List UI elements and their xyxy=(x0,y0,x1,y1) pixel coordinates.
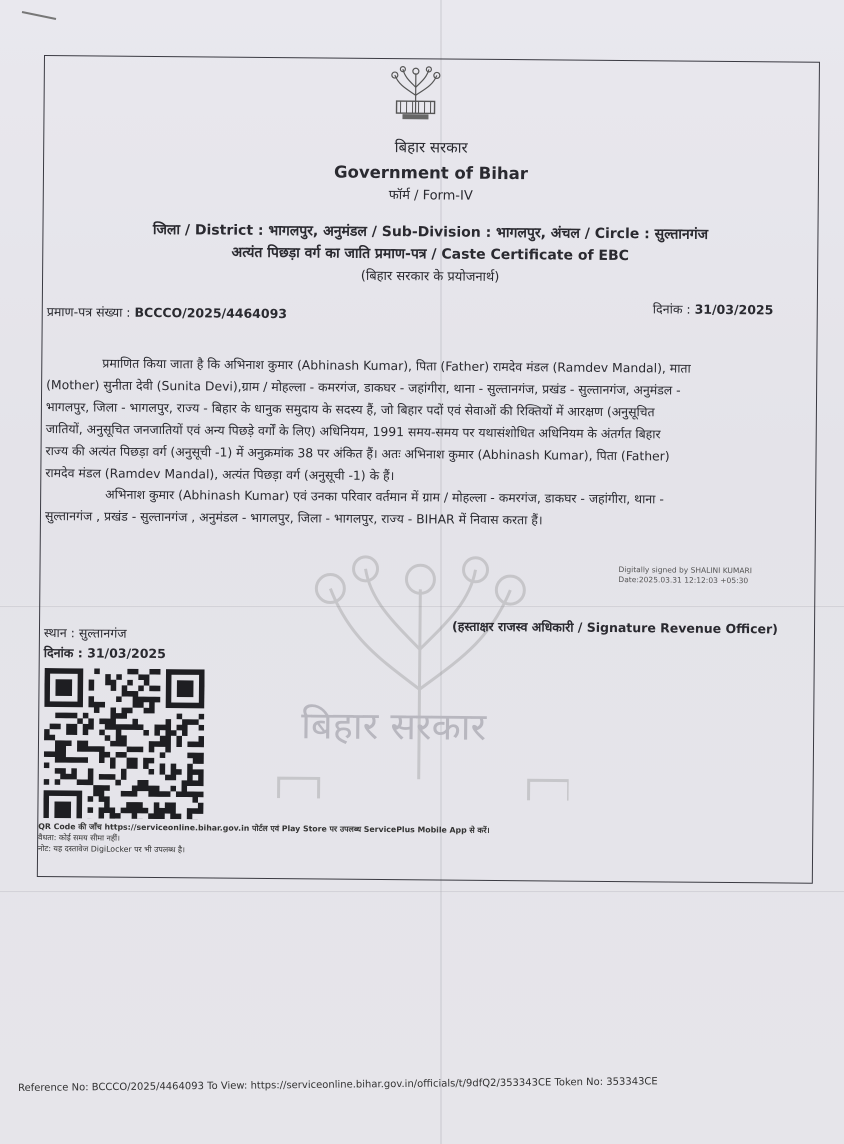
watermark-text: बिहार सरकार xyxy=(300,703,487,749)
certificate-number-label: प्रमाण-पत्र संख्या : xyxy=(46,304,131,320)
place-label: स्थान : xyxy=(43,625,75,641)
issue-date-label: दिनांक : xyxy=(652,301,691,317)
bottom-date xyxy=(44,644,166,662)
body-line-6: रामदेव मंडल (Ramdev Mandal), अत्यंत पिछड़ा वर्ग (अनुसूची -1) के हैं। xyxy=(45,465,395,484)
body-line-2: (Mother) सुनीता देवी (Sunita Devi),ग्राम / मोहल्ला - कमरगंज, डाकघर - जहांगीरा, थाना - सुल्तानगंज, प्रखंड - सुल्तानगंज, अनुमंडल - xyxy=(46,377,681,398)
bottom-date-value: 31/03/2025 xyxy=(87,645,166,662)
certificate-frame xyxy=(37,55,820,884)
issue-date-value: 31/03/2025 xyxy=(694,301,774,318)
body-line-1: प्रमाणित किया जाता है कि अभिनाश कुमार (Abhinash Kumar), पिता (Father) रामदेव मंडल (Ramdev Mandal), माता xyxy=(102,355,691,376)
issue-date xyxy=(653,300,774,318)
residence-line-2: सुल्तानगंज , प्रखंड - सुल्तानगंज , अनुमंडल - भागलपुर, जिला - भागलपुर, राज्य - BIHAR में निवास करता हैं। xyxy=(44,508,543,528)
watermark-emblem-icon xyxy=(269,548,571,801)
place-value: सुल्तानगंज xyxy=(78,625,127,641)
certificate-title: अत्यंत पिछड़ा वर्ग का जाति प्रमाण-पत्र / Caste Certificate of EBC xyxy=(231,244,630,265)
pen-mark xyxy=(20,8,60,22)
body-line-4: जातियों, अनुसूचित जनजातियों एवं अन्य पिछड़े वर्गों के लिए) अधिनियम, 1991 समय-समय पर यथासंशोधित अधिनियम के अंतर्गत बिहार xyxy=(45,421,661,442)
body-line-3: भागलपुर, जिला - भागलपुर, राज्य - बिहार के धानुक समुदाय के सदस्य हैं, जो बिहार पदों एवं सेवाओं की रिक्तियों में आरक्षण (अनुसूचित xyxy=(45,399,655,420)
footer-notes xyxy=(38,821,490,858)
district-line: जिला / District : भागलपुर, अनुमंडल / Sub-Division : भागलपुर, अंचल / Circle : सुल्तानगंज xyxy=(152,221,709,243)
reference-line: Reference No: BCCCO/2025/4464093 To View: https://serviceonline.bihar.gov.in/officials/t/9dfQ2/353343CE Token No: 353343CE xyxy=(18,1076,658,1094)
body-line-5: राज्य की अत्यंत पिछड़ा वर्ग (अनुसूची -1) में अनुक्रमांक 38 पर अंकित हैं। अतः अभिनाश कुमार (Abhinash Kumar), पिता (Father) xyxy=(45,443,670,464)
bottom-date-label: दिनांक : xyxy=(43,645,83,661)
certificate-number xyxy=(47,303,287,322)
purpose-line: (बिहार सरकार के प्रयोजनार्थ) xyxy=(360,268,500,285)
form-number: फॉर्म / Form-IV xyxy=(388,188,473,204)
govt-hindi-title: बिहार सरकार xyxy=(394,138,468,157)
place xyxy=(44,624,127,642)
residence-paragraph xyxy=(45,483,799,540)
certificate-number-value: BCCCO/2025/4464093 xyxy=(134,304,288,322)
footer-note-validity: वैधता: कोई समय सीमा नहीं। xyxy=(38,832,121,843)
signature-label: (हस्ताक्षर राजस्व अधिकारी / Signature Revenue Officer) xyxy=(451,618,778,637)
govt-english-title: Government of Bihar xyxy=(333,162,529,184)
paper-fold-bottom xyxy=(0,890,844,893)
footer-note-digilocker: नोट: यह दस्तावेज DigiLocker पर भी उपलब्ध है। xyxy=(38,843,186,855)
footer-note-qr: QR Code की जाँच https://serviceonline.bihar.gov.in पोर्टल एवं Play Store पर उपलब्ध ServicePlus Mobile App से करें। xyxy=(38,821,490,835)
qr-code-icon[interactable] xyxy=(43,668,204,819)
bihar-emblem-icon xyxy=(384,65,446,122)
digital-signature xyxy=(618,565,752,586)
residence-line-1: अभिनाश कुमार (Abhinash Kumar) एवं उनका परिवार वर्तमान में ग्राम / मोहल्ला - कमरगंज, डाकघर - जहांगीरा, थाना - xyxy=(105,486,664,507)
certificate-body xyxy=(45,352,800,499)
digital-signature-date: Date:2025.03.31 12:12:03 +05:30 xyxy=(618,575,749,586)
digital-signature-signer: Digitally signed by SHALINI KUMARI xyxy=(618,565,753,576)
